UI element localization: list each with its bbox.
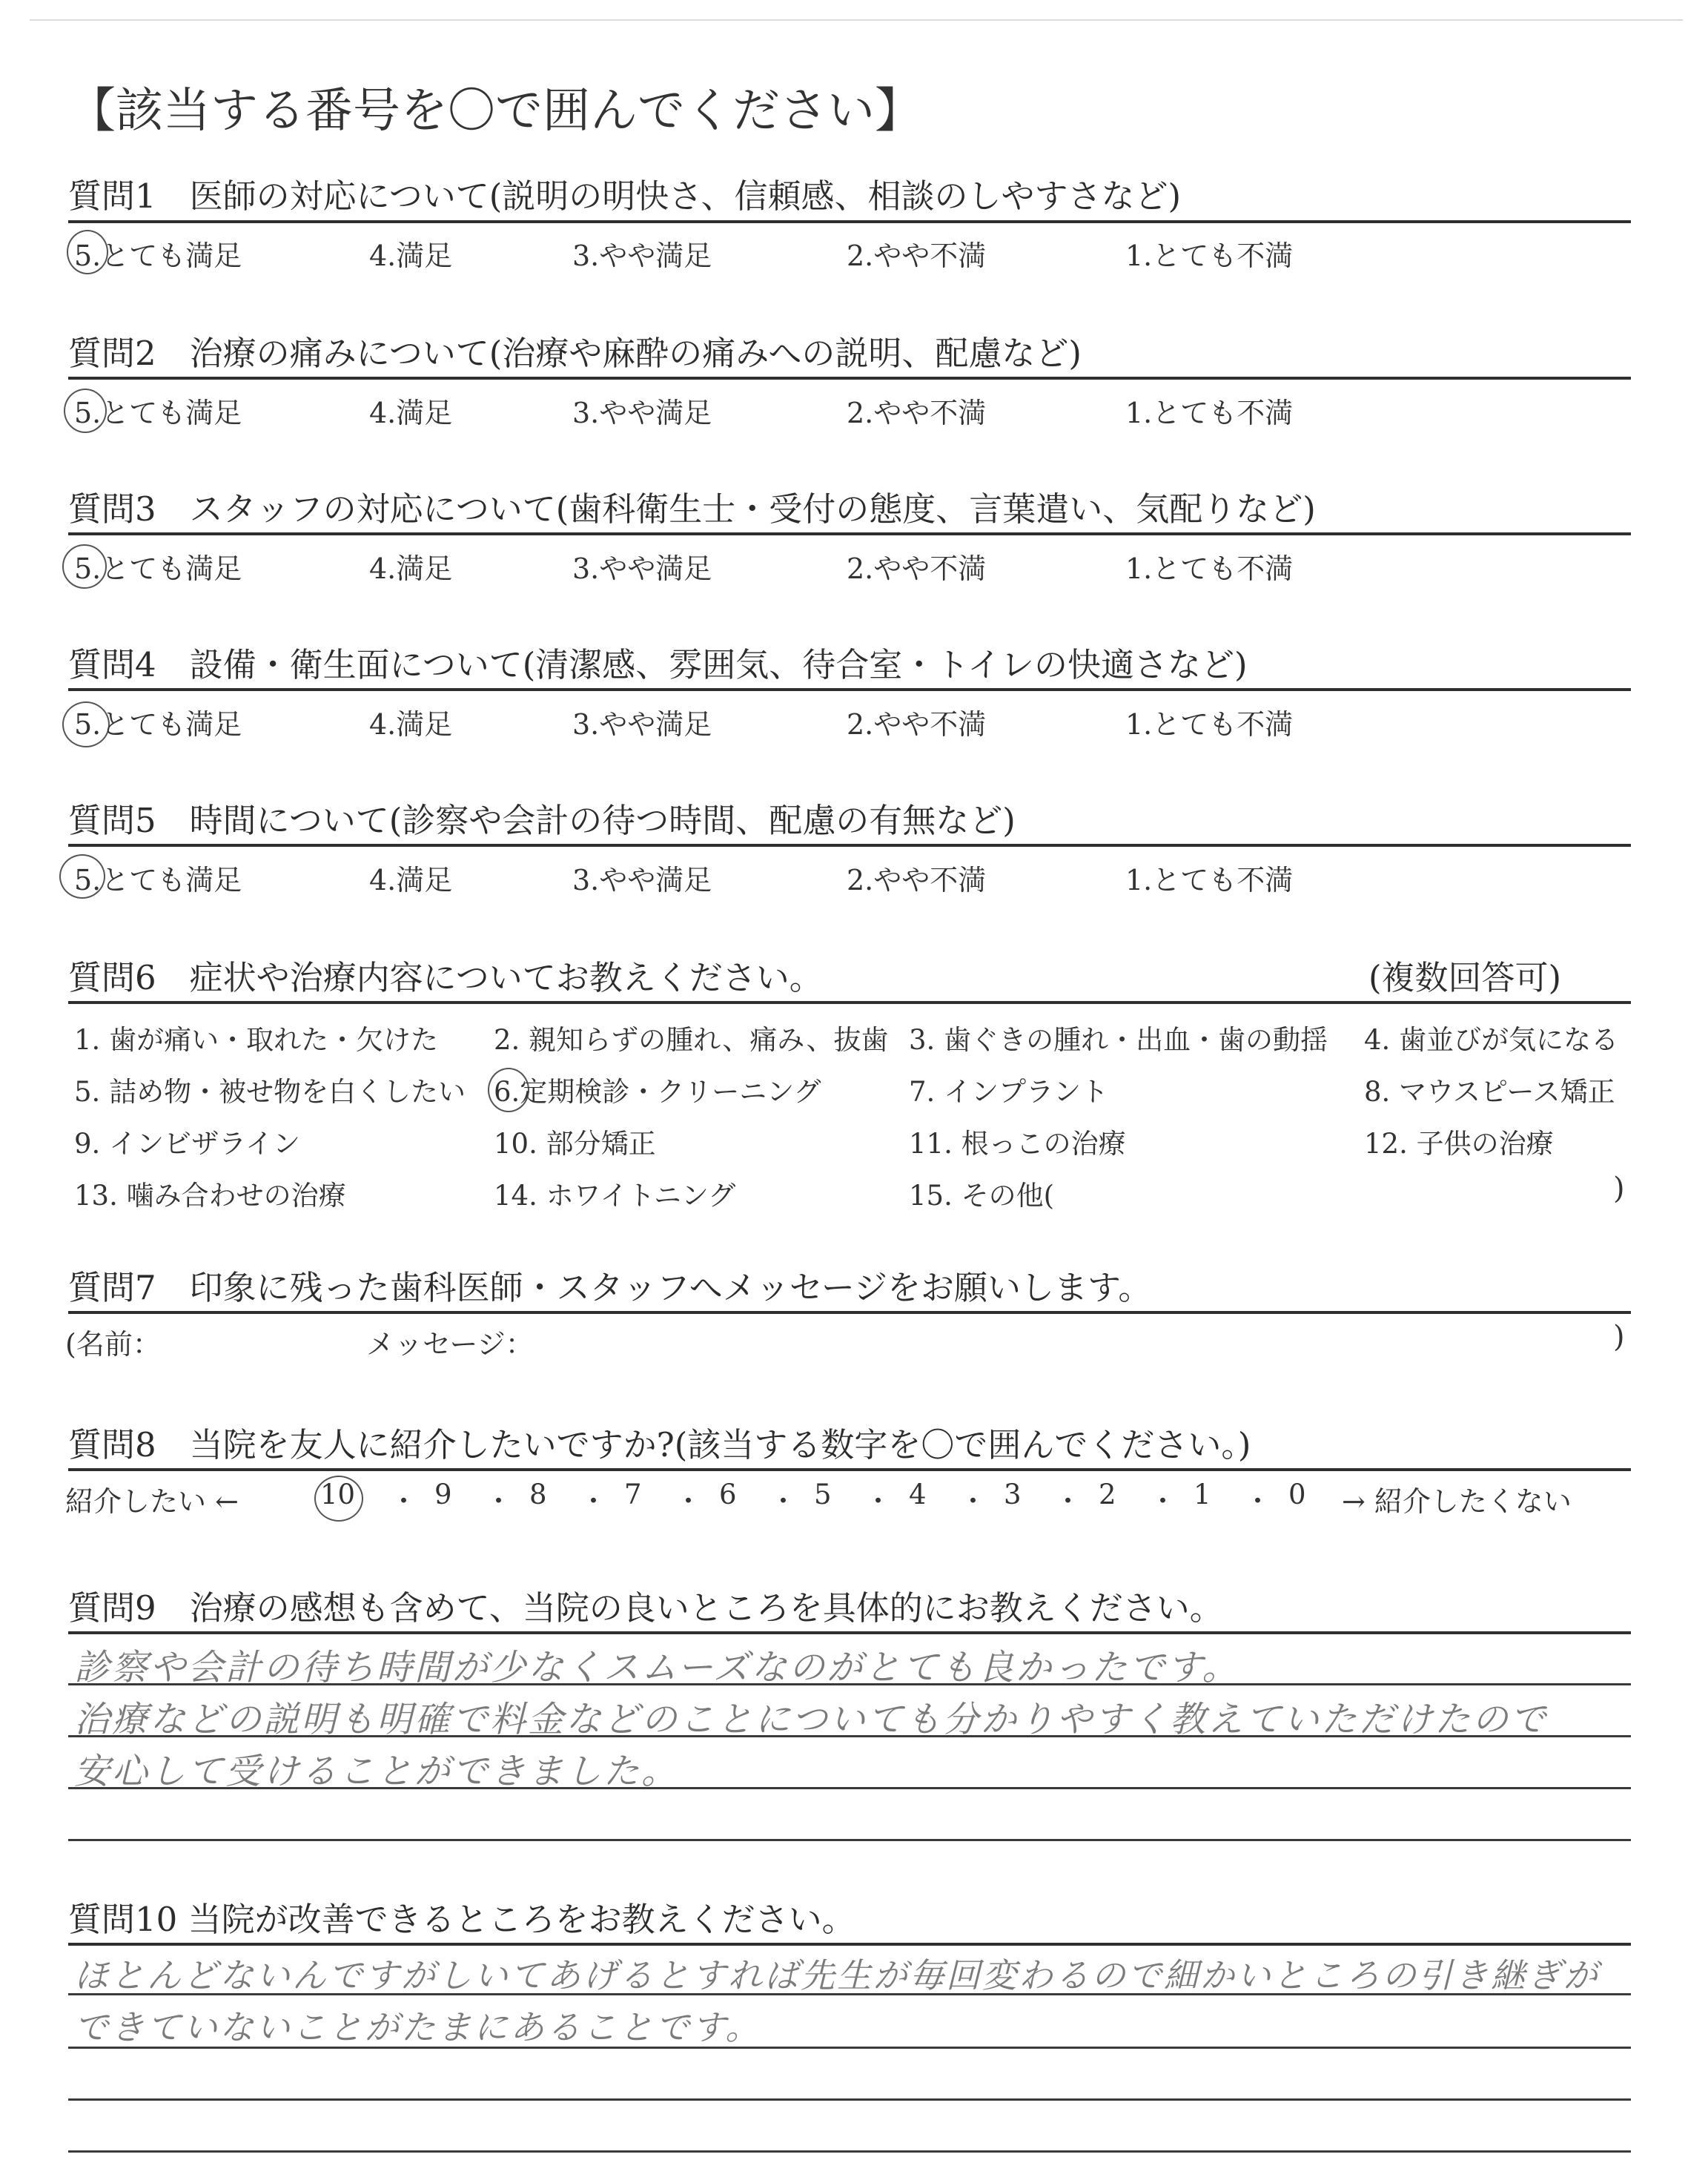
answer-rule [68, 1839, 1631, 1841]
handwritten-answer-line: ほとんどないんですがしいてあげるとすれば先生が毎回変わるので細かいところの引き継ぎが [74, 1955, 1600, 1995]
symptom-option[interactable]: 2. 親知らずの腫れ、痛み、抜歯 [494, 1024, 889, 1056]
rating-option[interactable]: 1.とても不満 [1125, 864, 1294, 896]
question-7-title: 質問7 印象に残った歯科医師・スタッフへメッセージをお願いします。 [68, 1268, 1152, 1307]
rating-option[interactable]: 4.満足 [369, 397, 453, 429]
rating-option[interactable]: 4.満足 [369, 240, 453, 272]
page-title: 【該当する番号を〇で囲んでください】 [68, 84, 922, 139]
rating-option[interactable]: 3.やや満足 [572, 397, 712, 429]
question-1-title: 質問1 医師の対応について(説明の明快さ、信頼感、相談のしやすさなど) [68, 176, 1182, 216]
name-label: (名前： [65, 1328, 161, 1361]
scale-option[interactable]: 4 [909, 1479, 927, 1510]
handwritten-answer-line: 診察や会計の待ち時間が少なくスムーズなのがとても良かったです。 [74, 1647, 1240, 1688]
symptom-option[interactable]: 8. マウスピース矯正 [1364, 1076, 1615, 1108]
recommend-right-label: → 紹介したくない [1342, 1485, 1572, 1518]
scale-separator: ・ [1054, 1485, 1082, 1517]
rating-option[interactable]: 2.やや不満 [847, 552, 987, 585]
scale-option[interactable]: 9 [434, 1479, 452, 1510]
rating-option[interactable]: 5.とても満足 [74, 864, 242, 896]
answer-rule [68, 2150, 1631, 2153]
question-4-title: 質問4 設備・衛生面について(清潔感、雰囲気、待合室・トイレの快適さなど) [68, 645, 1248, 684]
rating-option[interactable]: 1.とても不満 [1125, 552, 1294, 585]
message-label: メッセージ： [366, 1328, 534, 1361]
scale-option[interactable]: 10 [320, 1479, 356, 1510]
other-close-paren: ) [1613, 1172, 1625, 1206]
question-10-rule [68, 1943, 1631, 1946]
scale-option[interactable]: 5 [814, 1479, 832, 1510]
symptom-option[interactable]: 13. 噛み合わせの治療 [74, 1180, 346, 1212]
question-5-title: 質問5 時間について(診察や会計の待つ時間、配慮の有無など) [68, 801, 1016, 840]
rating-option[interactable]: 1.とても不満 [1125, 397, 1294, 429]
question-10-title: 質問10 当院が改善できるところをお教えください。 [68, 1900, 855, 1939]
rating-option[interactable]: 2.やや不満 [847, 864, 987, 896]
rating-option[interactable]: 5.とても満足 [74, 708, 242, 741]
scale-separator: ・ [769, 1485, 797, 1517]
question-8-rule [68, 1468, 1631, 1471]
answer-rule [68, 1787, 1631, 1789]
scale-separator: ・ [1244, 1485, 1271, 1517]
answer-rule [68, 1735, 1631, 1737]
scale-option[interactable]: 2 [1099, 1479, 1116, 1510]
scale-separator: ・ [959, 1485, 987, 1517]
rating-option[interactable]: 2.やや不満 [847, 240, 987, 272]
rating-option[interactable]: 4.満足 [369, 708, 453, 741]
scale-option[interactable]: 1 [1194, 1479, 1211, 1510]
question-9-rule [68, 1631, 1631, 1634]
scale-separator: ・ [390, 1485, 417, 1517]
handwritten-answer-line: 治療などの説明も明確で料金などのことについても分かりやすく教えていただけたので [74, 1699, 1549, 1740]
scale-separator: ・ [675, 1485, 702, 1517]
symptom-option[interactable]: 5. 詰め物・被せ物を白くしたい [74, 1076, 466, 1108]
scale-option[interactable]: 3 [1004, 1479, 1022, 1510]
rating-option[interactable]: 5.とても満足 [74, 552, 242, 585]
rating-option[interactable]: 5.とても満足 [74, 397, 242, 429]
scale-separator: ・ [1149, 1485, 1176, 1517]
question-6-note: (複数回答可) [1368, 958, 1562, 997]
rating-option[interactable]: 5.とても満足 [74, 240, 242, 272]
symptom-option[interactable]: 15. その他( [909, 1180, 1055, 1212]
scale-separator: ・ [580, 1485, 607, 1517]
handwritten-answer-line: 安心して受けることができました。 [74, 1751, 680, 1792]
rating-option[interactable]: 2.やや不満 [847, 708, 987, 741]
symptom-option[interactable]: 14. ホワイトニング [494, 1180, 736, 1212]
question-2-title: 質問2 治療の痛みについて(治療や麻酔の痛みへの説明、配慮など) [68, 334, 1082, 373]
scale-option[interactable]: 0 [1288, 1479, 1306, 1510]
symptom-option[interactable]: 4. 歯並びが気になる [1364, 1024, 1619, 1056]
question-7-rule [68, 1311, 1631, 1314]
rating-option[interactable]: 1.とても不満 [1125, 708, 1294, 741]
question-4-rule [68, 688, 1631, 691]
rating-option[interactable]: 3.やや満足 [572, 552, 712, 585]
symptom-option[interactable]: 1. 歯が痛い・取れた・欠けた [74, 1024, 439, 1056]
symptom-option[interactable]: 11. 根っこの治療 [909, 1128, 1126, 1160]
scale-option[interactable]: 7 [624, 1479, 642, 1510]
scale-separator: ・ [864, 1485, 892, 1517]
symptom-option[interactable]: 3. 歯ぐきの腫れ・出血・歯の動揺 [909, 1024, 1328, 1056]
recommend-left-label: 紹介したい ← [65, 1485, 239, 1518]
rating-option[interactable]: 3.やや満足 [572, 708, 712, 741]
question-1-rule [68, 220, 1631, 223]
rating-option[interactable]: 2.やや不満 [847, 397, 987, 429]
answer-rule [68, 2098, 1631, 2101]
question-9-title: 質問9 治療の感想も含めて、当院の良いところを具体的にお教えください。 [68, 1588, 1223, 1628]
rating-option[interactable]: 1.とても不満 [1125, 240, 1294, 272]
answer-rule [68, 2047, 1631, 2049]
rating-option[interactable]: 3.やや満足 [572, 864, 712, 896]
message-close-paren: ) [1613, 1320, 1625, 1354]
scale-option[interactable]: 6 [719, 1479, 737, 1510]
scale-option[interactable]: 8 [529, 1479, 547, 1510]
question-8-title: 質問8 当院を友人に紹介したいですか?(該当する数字を〇で囲んでください。) [68, 1425, 1251, 1464]
scale-separator: ・ [485, 1485, 512, 1517]
symptom-option[interactable]: 7. インプラント [909, 1076, 1109, 1108]
handwritten-answer-line: できていないことがたまにあることです。 [74, 2007, 762, 2047]
question-6-title: 質問6 症状や治療内容についてお教えください。 [68, 958, 823, 997]
symptom-option[interactable]: 12. 子供の治療 [1364, 1128, 1554, 1160]
answer-rule [68, 1993, 1631, 1995]
question-6-rule [68, 1001, 1631, 1004]
question-5-rule [68, 844, 1631, 847]
symptom-option[interactable]: 10. 部分矯正 [494, 1128, 656, 1160]
rating-option[interactable]: 3.やや満足 [572, 240, 712, 272]
rating-option[interactable]: 4.満足 [369, 552, 453, 585]
symptom-option[interactable]: 9. インビザライン [74, 1128, 300, 1160]
page-top-edge [30, 19, 1683, 21]
answer-rule [68, 1683, 1631, 1685]
question-3-rule [68, 532, 1631, 535]
question-2-rule [68, 377, 1631, 380]
symptom-option[interactable]: 6.定期検診・クリーニング [494, 1076, 821, 1108]
question-3-title: 質問3 スタッフの対応について(歯科衛生士・受付の態度、言葉遣い、気配りなど) [68, 489, 1316, 529]
rating-option[interactable]: 4.満足 [369, 864, 453, 896]
